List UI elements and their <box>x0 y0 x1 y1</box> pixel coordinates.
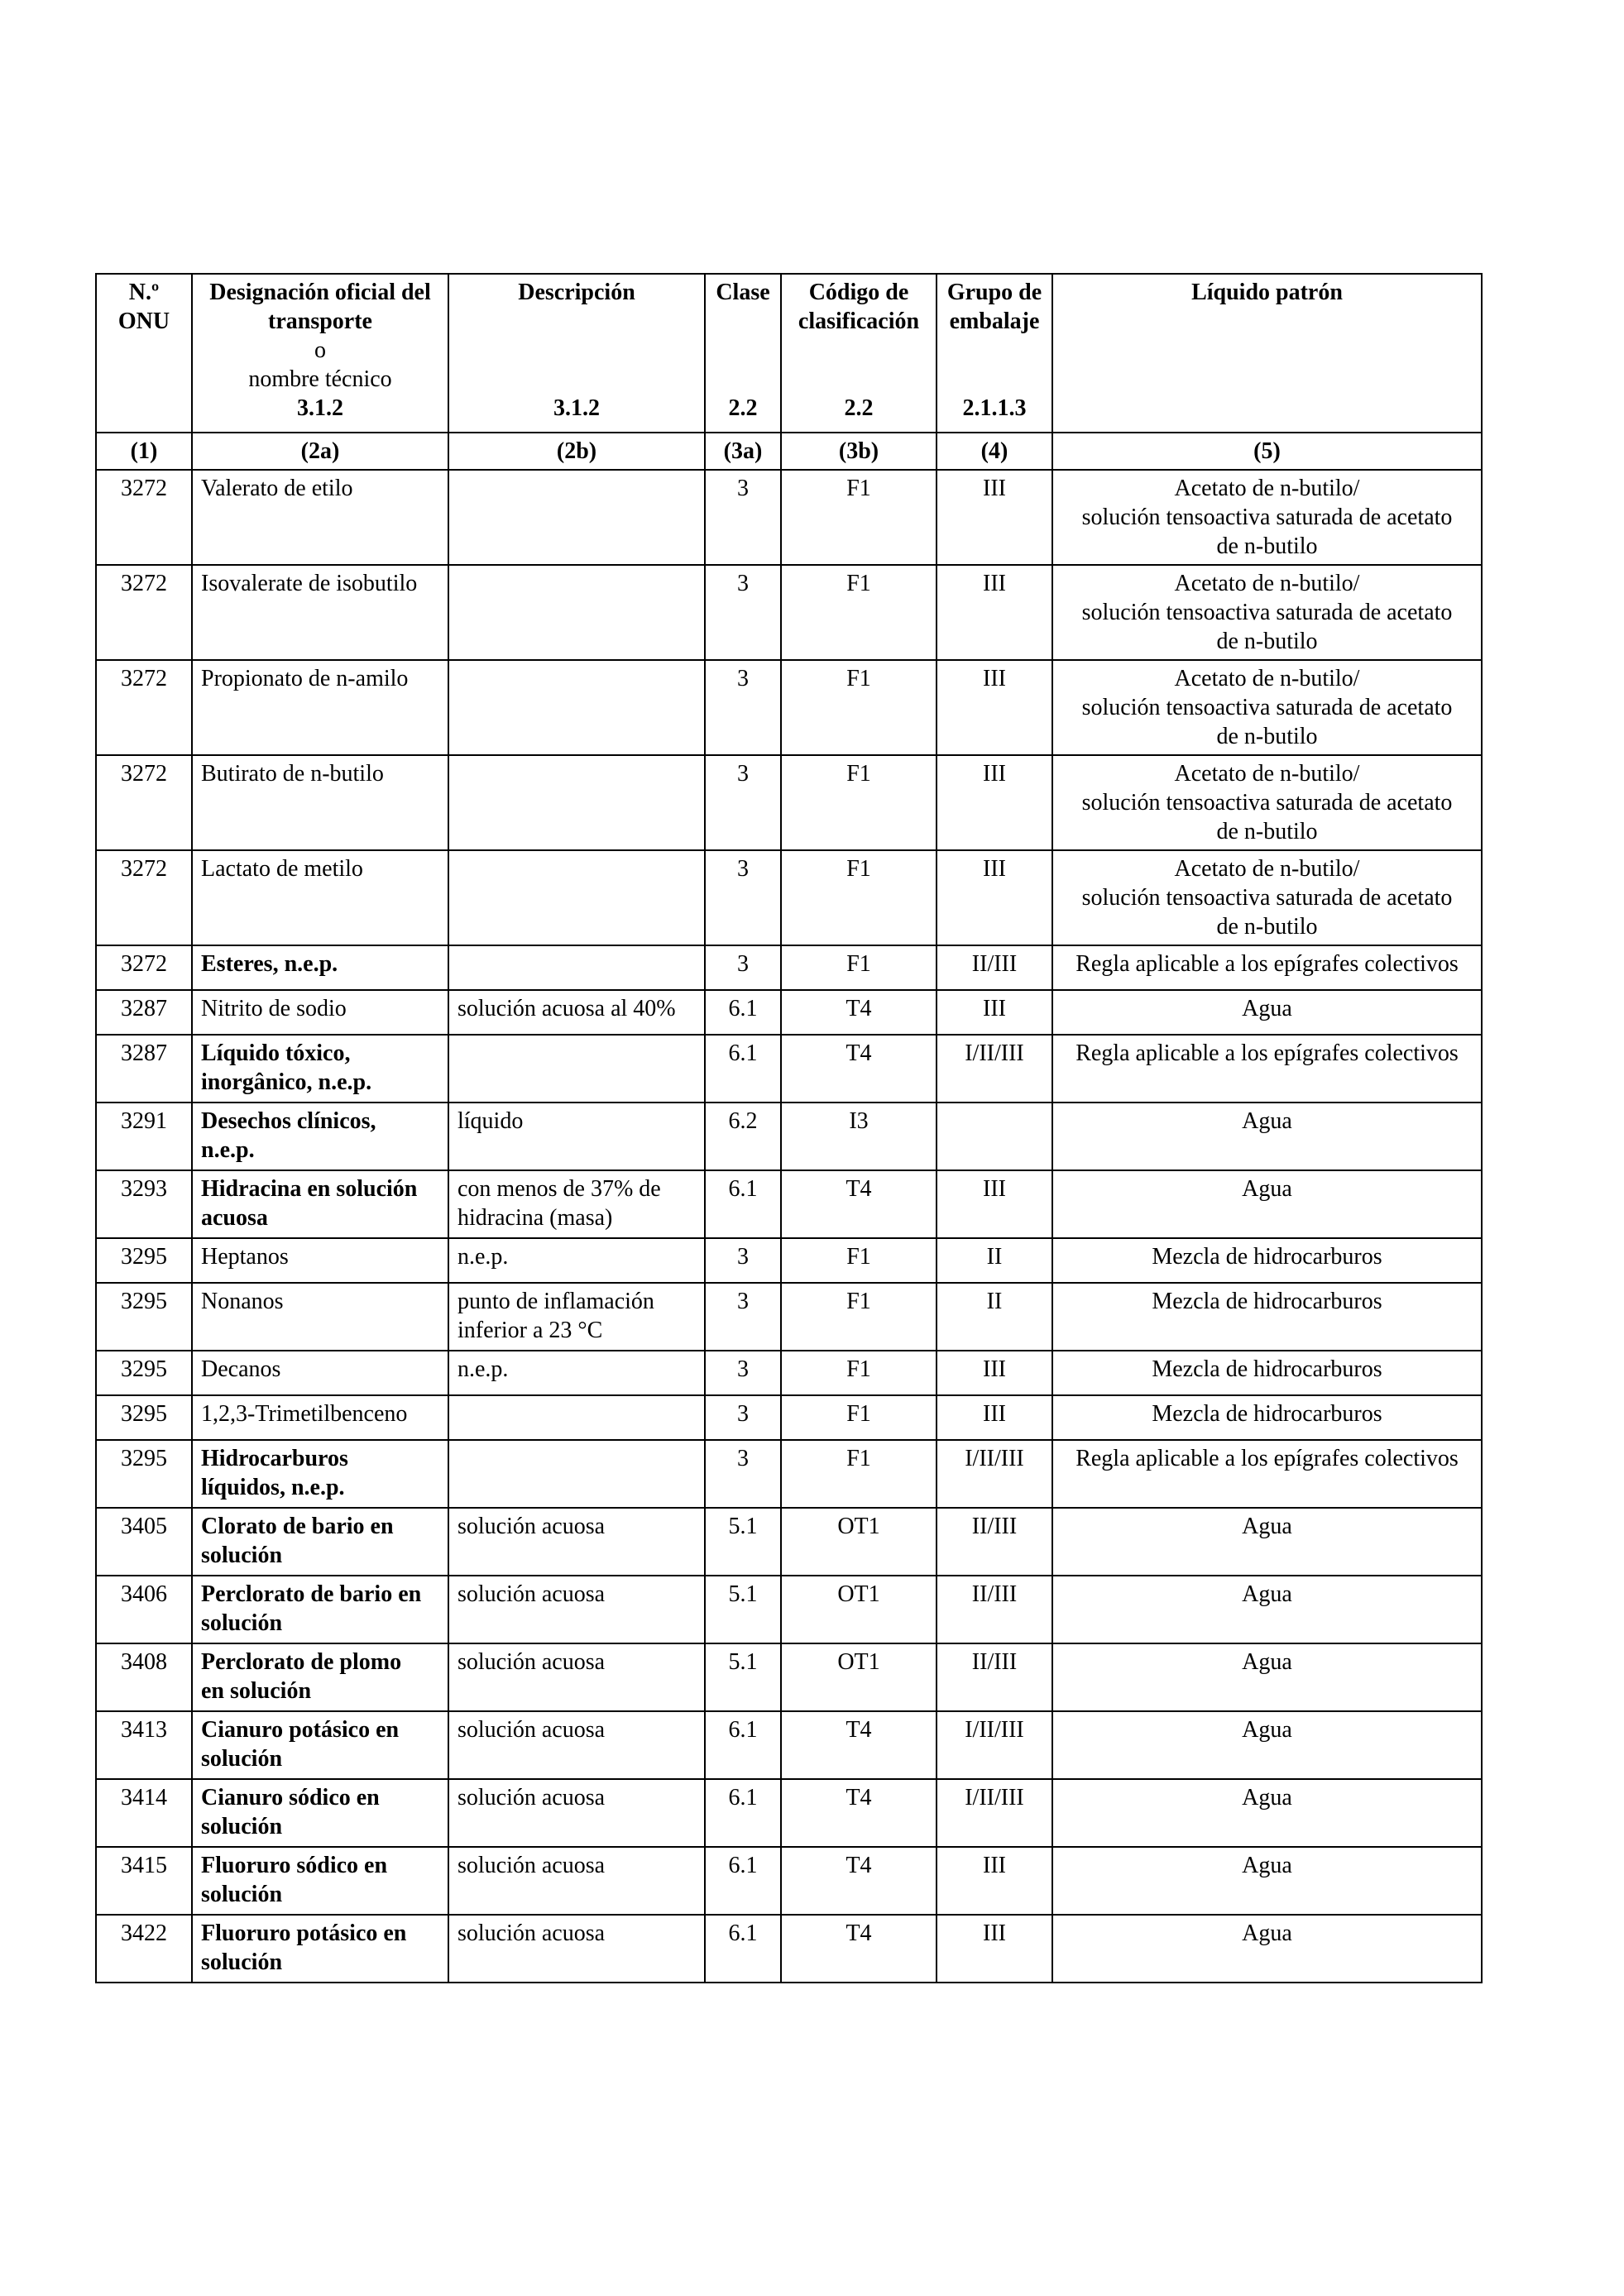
cell-grupo: III <box>937 1395 1052 1440</box>
cell-codigo: F1 <box>781 755 937 850</box>
cell-line: n.e.p. <box>201 1137 255 1163</box>
cell-clase: 5.1 <box>705 1576 781 1643</box>
cell-line: solución tensoactiva saturada de acetato <box>1081 600 1453 625</box>
cell-codigo: F1 <box>781 660 937 755</box>
cell-codigo: OT1 <box>781 1508 937 1576</box>
cell-clase: 3 <box>705 1238 781 1283</box>
cell-line: en solución <box>201 1678 312 1704</box>
cell-line: Fluoruro sódico en <box>201 1853 388 1878</box>
table-row <box>96 1238 1482 1283</box>
cell-grupo: III <box>937 660 1052 755</box>
cell-line: solución tensoactiva saturada de acetato <box>1081 505 1453 530</box>
cell-line: punto de inflamación <box>457 1289 654 1314</box>
table-row <box>96 1395 1482 1440</box>
cell-description <box>448 990 705 1035</box>
cell-line: de n-butilo <box>1216 724 1318 749</box>
cell-line: Agua <box>1242 1581 1292 1607</box>
cell-description <box>448 1351 705 1395</box>
cell-designation <box>192 1103 448 1170</box>
cell-liquido <box>1052 1035 1482 1103</box>
cell-codigo: T4 <box>781 1711 937 1779</box>
cell-clase: 3 <box>705 660 781 755</box>
table-row <box>96 1508 1482 1576</box>
cell-clase: 5.1 <box>705 1643 781 1711</box>
cell-codigo: F1 <box>781 565 937 660</box>
cell-line: de n-butilo <box>1216 533 1318 559</box>
header-liquido-line1: Líquido patrón <box>1191 280 1343 305</box>
table-row <box>96 565 1482 660</box>
cell-codigo: T4 <box>781 1035 937 1103</box>
cell-line: Acetato de n-butilo/ <box>1174 666 1360 691</box>
cell-liquido <box>1052 1170 1482 1238</box>
colnum-2a: (2a) <box>192 433 448 470</box>
cell-line: Mezcla de hidrocarburos <box>1152 1244 1382 1270</box>
cell-onu: 3405 <box>96 1508 192 1576</box>
cell-line: solución <box>201 1949 283 1975</box>
cell-onu: 3272 <box>96 660 192 755</box>
cell-liquido <box>1052 945 1482 990</box>
cell-grupo: II/III <box>937 1508 1052 1576</box>
cell-line: solución <box>201 1610 283 1636</box>
cell-line: Decanos <box>201 1356 281 1382</box>
cell-onu: 3295 <box>96 1440 192 1508</box>
cell-line: inorgânico, n.e.p. <box>201 1069 372 1095</box>
cell-liquido <box>1052 1238 1482 1283</box>
table-row <box>96 1847 1482 1915</box>
cell-line: líquidos, n.e.p. <box>201 1475 345 1500</box>
header-designation-ref: 3.1.2 <box>297 395 343 421</box>
table-body <box>96 470 1482 1983</box>
cell-grupo: III <box>937 470 1052 565</box>
cell-description <box>448 1283 705 1351</box>
cell-onu: 3272 <box>96 945 192 990</box>
cell-line: n.e.p. <box>457 1356 509 1382</box>
cell-line: Acetato de n-butilo/ <box>1174 476 1360 501</box>
cell-grupo: I/II/III <box>937 1440 1052 1508</box>
cell-line: Regla aplicable a los epígrafes colectivos <box>1075 951 1459 977</box>
header-liquido <box>1052 274 1482 433</box>
cell-line: Acetato de n-butilo/ <box>1174 571 1360 596</box>
cell-description <box>448 1103 705 1170</box>
cell-clase: 6.1 <box>705 1035 781 1103</box>
cell-line: Valerato de etilo <box>201 476 353 501</box>
cell-line: solución acuosa <box>457 1649 606 1675</box>
table-row <box>96 1915 1482 1983</box>
cell-line: Hidracina en solución <box>201 1176 418 1202</box>
cell-onu: 3272 <box>96 755 192 850</box>
cell-line: Mezcla de hidrocarburos <box>1152 1401 1382 1427</box>
cell-codigo: F1 <box>781 945 937 990</box>
cell-line: Agua <box>1242 1853 1292 1878</box>
cell-clase: 6.1 <box>705 1170 781 1238</box>
cell-grupo <box>937 1103 1052 1170</box>
table-row <box>96 1779 1482 1847</box>
cell-description <box>448 1170 705 1238</box>
cell-liquido <box>1052 1847 1482 1915</box>
cell-clase: 3 <box>705 1351 781 1395</box>
cell-line: Nitrito de sodio <box>201 996 347 1021</box>
header-codigo-line1: Código de <box>808 280 909 305</box>
cell-codigo: F1 <box>781 1395 937 1440</box>
cell-codigo: T4 <box>781 1915 937 1983</box>
cell-grupo: I/II/III <box>937 1779 1052 1847</box>
cell-liquido <box>1052 1508 1482 1576</box>
colnum-4: (4) <box>937 433 1052 470</box>
cell-grupo: III <box>937 755 1052 850</box>
cell-onu: 3291 <box>96 1103 192 1170</box>
cell-liquido <box>1052 755 1482 850</box>
cell-liquido <box>1052 1576 1482 1643</box>
cell-line: de n-butilo <box>1216 914 1318 940</box>
cell-description <box>448 1508 705 1576</box>
cell-designation <box>192 1915 448 1983</box>
table-row <box>96 1576 1482 1643</box>
cell-grupo: III <box>937 1915 1052 1983</box>
cell-designation <box>192 1035 448 1103</box>
cell-line: Mezcla de hidrocarburos <box>1152 1289 1382 1314</box>
table-row <box>96 1170 1482 1238</box>
cell-liquido <box>1052 990 1482 1035</box>
cell-description <box>448 1576 705 1643</box>
header-codigo-ref: 2.2 <box>844 395 874 421</box>
cell-designation <box>192 1508 448 1576</box>
header-clase-line1: Clase <box>716 280 770 305</box>
cell-line: Agua <box>1242 1921 1292 1946</box>
cell-designation <box>192 755 448 850</box>
table-row <box>96 660 1482 755</box>
cell-onu: 3422 <box>96 1915 192 1983</box>
cell-onu: 3295 <box>96 1238 192 1283</box>
cell-clase: 3 <box>705 755 781 850</box>
cell-line: Butirato de n-butilo <box>201 761 384 787</box>
cell-clase: 3 <box>705 1283 781 1351</box>
cell-designation <box>192 1711 448 1779</box>
header-grupo-line1: Grupo de <box>946 280 1042 305</box>
cell-designation <box>192 470 448 565</box>
cell-liquido <box>1052 850 1482 945</box>
cell-line: Agua <box>1242 996 1292 1021</box>
cell-line: Isovalerate de isobutilo <box>201 571 418 596</box>
table-row <box>96 990 1482 1035</box>
cell-description <box>448 850 705 945</box>
cell-description <box>448 1395 705 1440</box>
table-row <box>96 1643 1482 1711</box>
cell-line: solución tensoactiva saturada de acetato <box>1081 695 1453 720</box>
cell-clase: 3 <box>705 1395 781 1440</box>
cell-designation <box>192 1395 448 1440</box>
table-row <box>96 755 1482 850</box>
colnum-2b: (2b) <box>448 433 705 470</box>
cell-line: líquido <box>457 1108 524 1134</box>
cell-description <box>448 470 705 565</box>
cell-line: Agua <box>1242 1176 1292 1202</box>
cell-line: solución tensoactiva saturada de acetato <box>1081 885 1453 911</box>
cell-line: Acetato de n-butilo/ <box>1174 856 1360 882</box>
cell-liquido <box>1052 1351 1482 1395</box>
table-row <box>96 850 1482 945</box>
cell-description <box>448 1915 705 1983</box>
cell-line: Cianuro potásico en <box>201 1717 400 1743</box>
cell-description <box>448 1711 705 1779</box>
cell-clase: 6.1 <box>705 1915 781 1983</box>
cell-line: Lactato de metilo <box>201 856 363 882</box>
cell-liquido <box>1052 1440 1482 1508</box>
cell-codigo: T4 <box>781 1779 937 1847</box>
header-grupo-line2: embalaje <box>949 309 1040 334</box>
cell-grupo: III <box>937 1170 1052 1238</box>
cell-description <box>448 565 705 660</box>
cell-designation <box>192 1779 448 1847</box>
cell-codigo: T4 <box>781 990 937 1035</box>
cell-line: de n-butilo <box>1216 629 1318 654</box>
header-onu <box>96 274 192 433</box>
cell-onu: 3272 <box>96 565 192 660</box>
cell-codigo: F1 <box>781 1238 937 1283</box>
cell-designation <box>192 1643 448 1711</box>
cell-line: Perclorato de bario en <box>201 1581 422 1607</box>
cell-clase: 6.1 <box>705 1779 781 1847</box>
cell-line: solución acuosa <box>457 1853 606 1878</box>
cell-description <box>448 1847 705 1915</box>
cell-codigo: OT1 <box>781 1576 937 1643</box>
table-row <box>96 1351 1482 1395</box>
header-designation <box>192 274 448 433</box>
cell-line: Agua <box>1242 1785 1292 1810</box>
cell-designation <box>192 1351 448 1395</box>
cell-grupo: III <box>937 1847 1052 1915</box>
cell-line: inferior a 23 °C <box>457 1318 603 1343</box>
cell-liquido <box>1052 470 1482 565</box>
cell-line: Acetato de n-butilo/ <box>1174 761 1360 787</box>
table-row <box>96 1440 1482 1508</box>
cell-line: con menos de 37% de <box>457 1176 661 1202</box>
table-row <box>96 1035 1482 1103</box>
cell-line: solución acuosa <box>457 1717 606 1743</box>
cell-liquido <box>1052 1915 1482 1983</box>
cell-liquido <box>1052 1711 1482 1779</box>
header-designation-line4: nombre técnico <box>248 366 392 392</box>
cell-codigo: I3 <box>781 1103 937 1170</box>
cell-line: Hidrocarburos <box>201 1446 348 1471</box>
cell-grupo: III <box>937 850 1052 945</box>
cell-liquido <box>1052 1643 1482 1711</box>
cell-designation <box>192 1238 448 1283</box>
header-description-ref: 3.1.2 <box>553 395 600 421</box>
cell-line: Agua <box>1242 1649 1292 1675</box>
cell-clase: 6.1 <box>705 1847 781 1915</box>
cell-line: Nonanos <box>201 1289 284 1314</box>
table-row <box>96 1103 1482 1170</box>
cell-description <box>448 1643 705 1711</box>
cell-liquido <box>1052 1103 1482 1170</box>
cell-line: Desechos clínicos, <box>201 1108 376 1134</box>
cell-codigo: T4 <box>781 1170 937 1238</box>
colnum-1: (1) <box>96 433 192 470</box>
cell-line: 1,2,3-Trimetilbenceno <box>201 1401 408 1427</box>
cell-line: Regla aplicable a los epígrafes colectivos <box>1075 1040 1459 1066</box>
table-row <box>96 945 1482 990</box>
header-description-line1: Descripción <box>518 280 635 305</box>
cell-line: solución acuosa <box>457 1785 606 1810</box>
header-grupo-ref: 2.1.1.3 <box>962 395 1027 421</box>
cell-line: Perclorato de plomo <box>201 1649 402 1675</box>
cell-description <box>448 660 705 755</box>
cell-onu: 3295 <box>96 1395 192 1440</box>
table-header-row <box>96 274 1482 433</box>
cell-grupo: I/II/III <box>937 1035 1052 1103</box>
cell-grupo: III <box>937 990 1052 1035</box>
cell-line: Esteres, n.e.p. <box>201 951 338 977</box>
cell-line: solución acuosa al 40% <box>457 996 676 1021</box>
header-clase <box>705 274 781 433</box>
cell-designation <box>192 1576 448 1643</box>
cell-grupo: I/II/III <box>937 1711 1052 1779</box>
cell-line: Cianuro sódico en <box>201 1785 380 1810</box>
cell-clase: 6.1 <box>705 990 781 1035</box>
cell-liquido <box>1052 565 1482 660</box>
cell-designation <box>192 1283 448 1351</box>
cell-line: solución acuosa <box>457 1514 606 1539</box>
cell-line: Clorato de bario en <box>201 1514 394 1539</box>
cell-line: solución <box>201 1882 283 1907</box>
cell-codigo: F1 <box>781 1440 937 1508</box>
cell-line: Heptanos <box>201 1244 289 1270</box>
cell-codigo: F1 <box>781 850 937 945</box>
cell-codigo: F1 <box>781 470 937 565</box>
cell-codigo: T4 <box>781 1847 937 1915</box>
cell-designation <box>192 945 448 990</box>
header-grupo <box>937 274 1052 433</box>
cell-grupo: III <box>937 1351 1052 1395</box>
cell-line: Mezcla de hidrocarburos <box>1152 1356 1382 1382</box>
cell-onu: 3415 <box>96 1847 192 1915</box>
cell-liquido <box>1052 1779 1482 1847</box>
cell-line: Líquido tóxico, <box>201 1040 351 1066</box>
cell-grupo: III <box>937 565 1052 660</box>
header-clase-ref: 2.2 <box>728 395 758 421</box>
cell-onu: 3406 <box>96 1576 192 1643</box>
cell-grupo: II/III <box>937 1576 1052 1643</box>
cell-grupo: II <box>937 1238 1052 1283</box>
cell-line: solución <box>201 1746 283 1772</box>
cell-clase: 3 <box>705 1440 781 1508</box>
cell-liquido <box>1052 1395 1482 1440</box>
cell-onu: 3293 <box>96 1170 192 1238</box>
cell-line: solución <box>201 1814 283 1839</box>
cell-grupo: II/III <box>937 945 1052 990</box>
table-row <box>96 1711 1482 1779</box>
cell-line: Agua <box>1242 1717 1292 1743</box>
cell-clase: 3 <box>705 945 781 990</box>
cell-onu: 3414 <box>96 1779 192 1847</box>
cell-line: Agua <box>1242 1514 1292 1539</box>
header-codigo-line2: clasificación <box>798 309 920 334</box>
header-designation-line3: o <box>314 337 326 363</box>
cell-designation <box>192 850 448 945</box>
cell-line: hidracina (masa) <box>457 1205 613 1231</box>
cell-clase: 5.1 <box>705 1508 781 1576</box>
header-description <box>448 274 705 433</box>
colnum-3b: (3b) <box>781 433 937 470</box>
cell-line: solución acuosa <box>457 1581 606 1607</box>
table-row <box>96 470 1482 565</box>
cell-onu: 3272 <box>96 470 192 565</box>
header-designation-line1: Designación oficial del <box>209 280 431 305</box>
cell-designation <box>192 990 448 1035</box>
cell-onu: 3287 <box>96 1035 192 1103</box>
cell-description <box>448 755 705 850</box>
cell-codigo: F1 <box>781 1351 937 1395</box>
cell-designation <box>192 1170 448 1238</box>
cell-liquido <box>1052 660 1482 755</box>
cell-designation <box>192 1440 448 1508</box>
cell-description <box>448 945 705 990</box>
cell-line: solución acuosa <box>457 1921 606 1946</box>
cell-onu: 3413 <box>96 1711 192 1779</box>
cell-grupo: II <box>937 1283 1052 1351</box>
header-onu-line1: N.º <box>128 280 160 305</box>
dangerous-goods-table <box>95 273 1483 1983</box>
column-number-row <box>96 433 1482 470</box>
cell-clase: 6.1 <box>705 1711 781 1779</box>
cell-designation <box>192 660 448 755</box>
cell-onu: 3287 <box>96 990 192 1035</box>
cell-clase: 3 <box>705 850 781 945</box>
cell-liquido <box>1052 1283 1482 1351</box>
cell-description <box>448 1238 705 1283</box>
header-onu-line2: ONU <box>117 309 170 334</box>
cell-description <box>448 1035 705 1103</box>
cell-line: solución tensoactiva saturada de acetato <box>1081 790 1453 816</box>
cell-line: n.e.p. <box>457 1244 509 1270</box>
cell-designation <box>192 1847 448 1915</box>
cell-designation <box>192 565 448 660</box>
header-designation-line2: transporte <box>268 309 372 334</box>
cell-line: solución <box>201 1543 283 1568</box>
cell-onu: 3295 <box>96 1351 192 1395</box>
cell-line: de n-butilo <box>1216 819 1318 844</box>
cell-clase: 3 <box>705 470 781 565</box>
cell-description <box>448 1440 705 1508</box>
cell-line: acuosa <box>201 1205 268 1231</box>
cell-line: Regla aplicable a los epígrafes colectivos <box>1075 1446 1459 1471</box>
cell-grupo: II/III <box>937 1643 1052 1711</box>
cell-codigo: OT1 <box>781 1643 937 1711</box>
cell-line: Propionato de n-amilo <box>201 666 409 691</box>
cell-description <box>448 1779 705 1847</box>
table-row <box>96 1283 1482 1351</box>
colnum-5: (5) <box>1052 433 1482 470</box>
cell-clase: 6.2 <box>705 1103 781 1170</box>
cell-line: Fluoruro potásico en <box>201 1921 407 1946</box>
cell-onu: 3295 <box>96 1283 192 1351</box>
cell-line: Agua <box>1242 1108 1292 1134</box>
colnum-3a: (3a) <box>705 433 781 470</box>
cell-clase: 3 <box>705 565 781 660</box>
cell-onu: 3408 <box>96 1643 192 1711</box>
cell-codigo: F1 <box>781 1283 937 1351</box>
cell-onu: 3272 <box>96 850 192 945</box>
header-codigo <box>781 274 937 433</box>
